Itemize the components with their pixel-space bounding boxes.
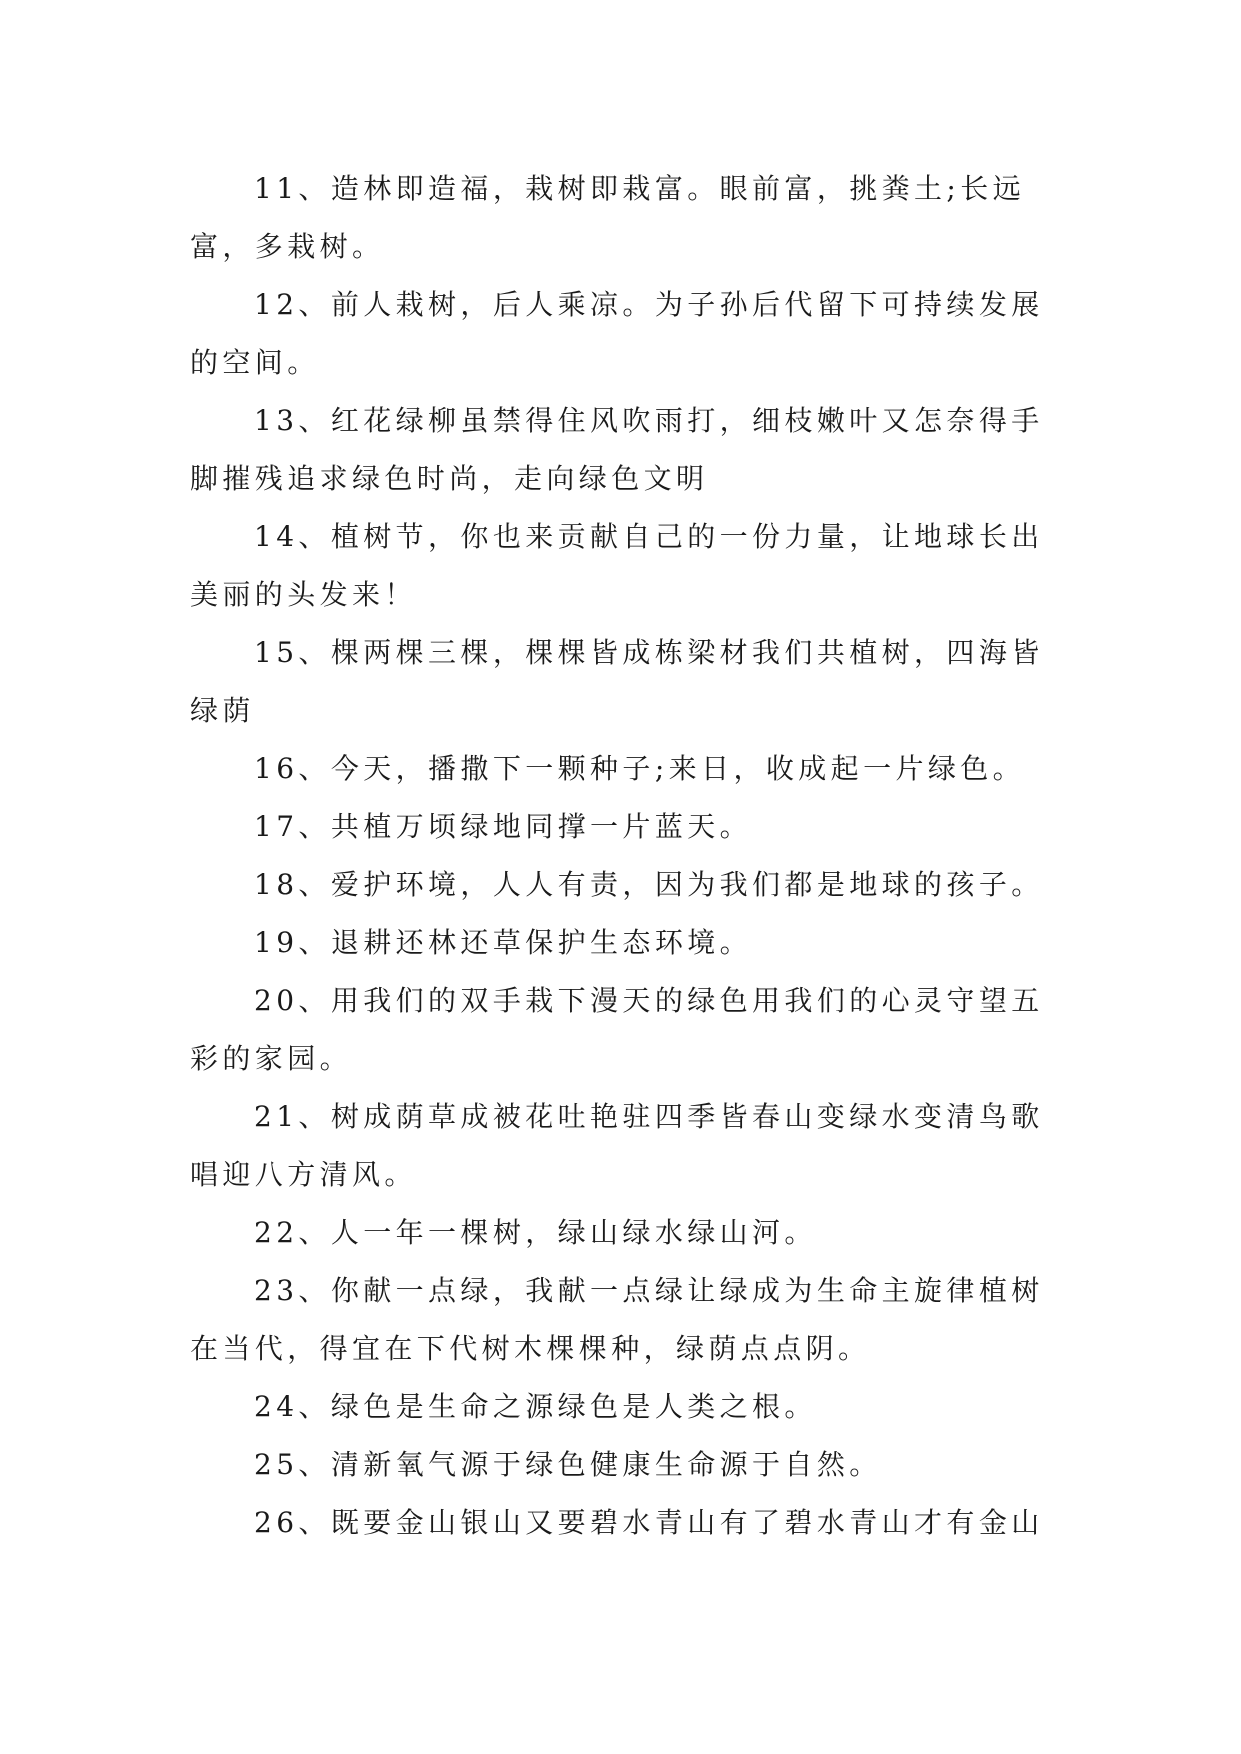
paragraph-25: 25、清新氧气源于绿色健康生命源于自然。 xyxy=(254,1448,882,1481)
paragraph-12: 12、前人栽树，后人乘凉。为子孙后代留下可持续发展的空间。 xyxy=(190,288,1044,379)
paragraph-15: 15、棵两棵三棵，棵棵皆成栋梁材我们共植树，四海皆绿荫 xyxy=(190,636,1044,727)
paragraph-11: 11、造林即造福，栽树即栽富。眼前富，挑粪土;长远富，多栽树。 xyxy=(190,172,1026,263)
paragraph-23: 23、你献一点绿，我献一点绿让绿成为生命主旋律植树在当代，得宜在下代树木棵棵种，绿荫点点阴。 xyxy=(190,1274,1044,1365)
paragraph-22: 22、人一年一棵树，绿山绿水绿山河。 xyxy=(254,1216,817,1249)
paragraph-21: 21、树成荫草成被花吐艳驻四季皆春山变绿水变清鸟歌唱迎八方清风。 xyxy=(190,1100,1044,1191)
paragraph-24: 24、绿色是生命之源绿色是人类之根。 xyxy=(254,1390,817,1423)
paragraph-19: 19、退耕还林还草保护生态环境。 xyxy=(254,926,753,959)
paragraph-26: 26、既要金山银山又要碧水青山有了碧水青山才有金山 xyxy=(254,1506,1044,1539)
paragraph-17: 17、共植万顷绿地同撑一片蓝天。 xyxy=(254,810,753,843)
document-body xyxy=(190,160,1060,1552)
paragraph-16: 16、今天，播撒下一颗种子;来日，收成起一片绿色。 xyxy=(254,752,1026,785)
paragraph-18: 18、爱护环境，人人有责，因为我们都是地球的孩子。 xyxy=(254,868,1044,901)
paragraph-20: 20、用我们的双手栽下漫天的绿色用我们的心灵守望五彩的家园。 xyxy=(190,984,1044,1075)
paragraph-14: 14、植树节，你也来贡献自己的一份力量，让地球长出美丽的头发来！ xyxy=(190,520,1044,611)
paragraph-13: 13、红花绿柳虽禁得住风吹雨打，细枝嫩叶又怎奈得手脚摧残追求绿色时尚，走向绿色文明 xyxy=(190,404,1044,495)
